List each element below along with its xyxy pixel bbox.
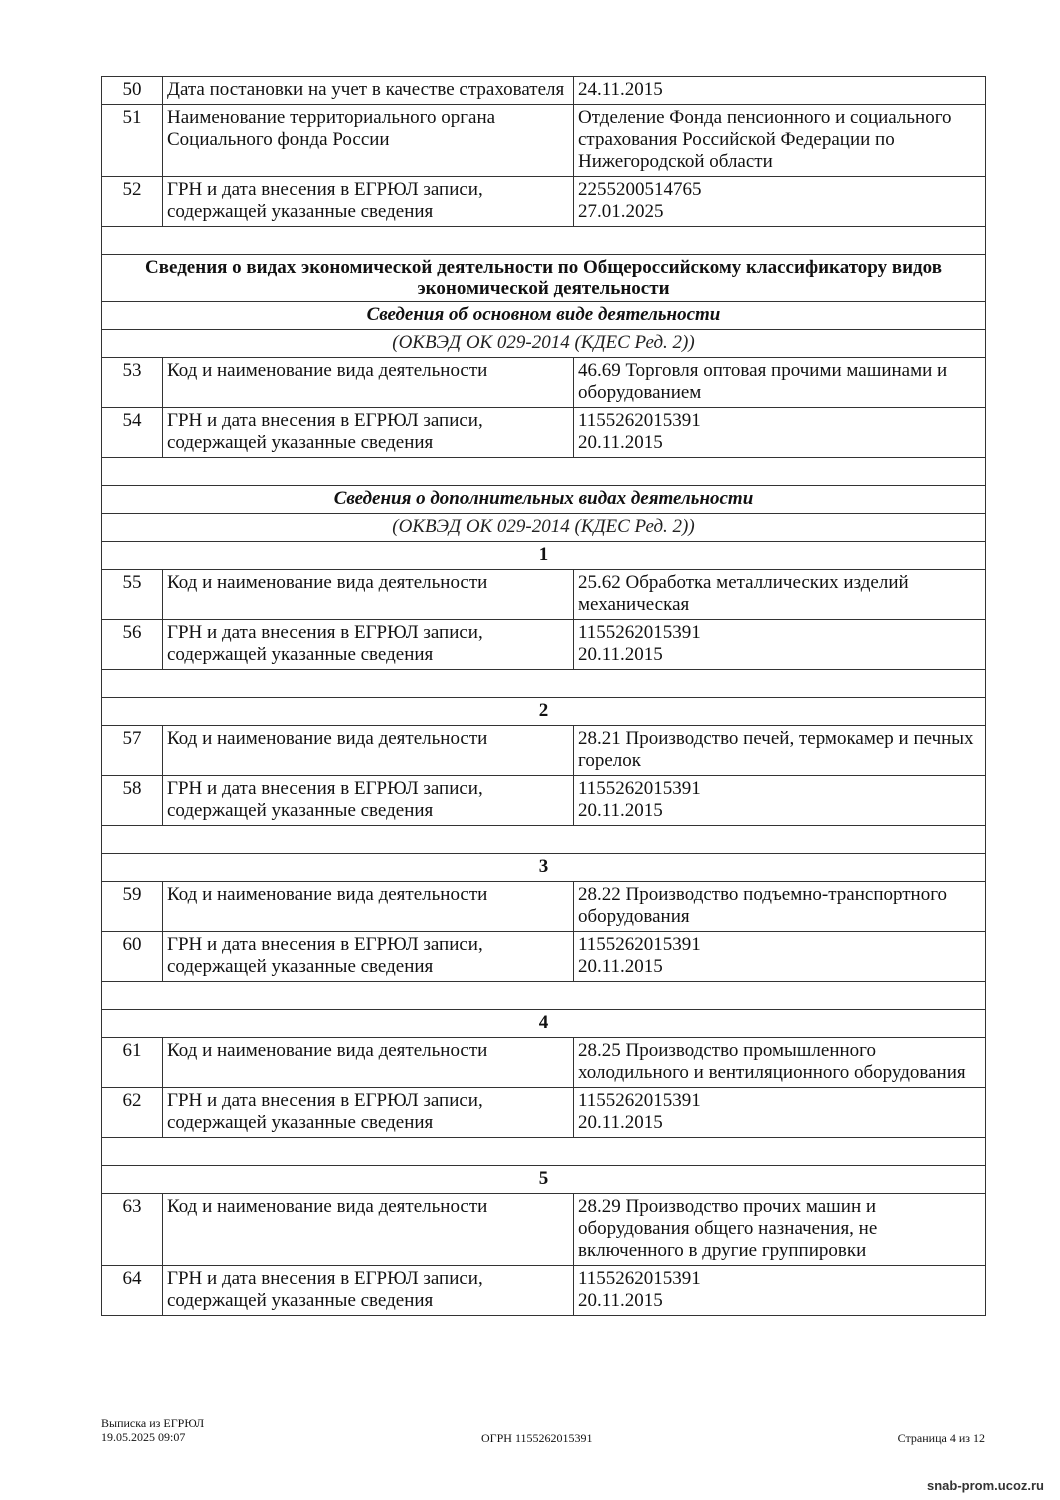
field-value: 2255200514765 27.01.2025 bbox=[574, 177, 986, 227]
table-row bbox=[102, 177, 986, 227]
subsection-row bbox=[102, 486, 986, 514]
field-name: Код и наименование вида деятельности bbox=[163, 358, 574, 408]
table-row bbox=[102, 726, 986, 776]
table-row bbox=[102, 408, 986, 458]
group-number: 4 bbox=[102, 1010, 986, 1038]
field-value: Отделение Фонда пенсионного и социального страхования Российской Федерации по Нижегородской области bbox=[574, 105, 986, 177]
row-number: 52 bbox=[102, 177, 163, 227]
egrul-table bbox=[101, 76, 986, 1316]
footer-doc-title: Выписка из ЕГРЮЛ bbox=[101, 1416, 205, 1430]
table-row bbox=[102, 776, 986, 826]
table-row bbox=[102, 1088, 986, 1138]
row-number: 54 bbox=[102, 408, 163, 458]
table-row bbox=[102, 77, 986, 105]
field-name: Дата постановки на учет в качестве страхователя bbox=[163, 77, 574, 105]
row-number: 50 bbox=[102, 77, 163, 105]
classifier-row bbox=[102, 330, 986, 358]
group-number-row bbox=[102, 1010, 986, 1038]
field-value: 24.11.2015 bbox=[574, 77, 986, 105]
row-number: 56 bbox=[102, 620, 163, 670]
field-value: 1155262015391 20.11.2015 bbox=[574, 408, 986, 458]
field-name: ГРН и дата внесения в ЕГРЮЛ записи, содержащей указанные сведения bbox=[163, 932, 574, 982]
row-number: 61 bbox=[102, 1038, 163, 1088]
row-number: 58 bbox=[102, 776, 163, 826]
table-row bbox=[102, 1266, 986, 1316]
empty-row bbox=[102, 458, 986, 486]
empty-row bbox=[102, 982, 986, 1010]
field-value: 1155262015391 20.11.2015 bbox=[574, 1088, 986, 1138]
row-number: 53 bbox=[102, 358, 163, 408]
field-name: Код и наименование вида деятельности bbox=[163, 726, 574, 776]
field-name: ГРН и дата внесения в ЕГРЮЛ записи, содержащей указанные сведения bbox=[163, 408, 574, 458]
group-number-row bbox=[102, 1166, 986, 1194]
field-name: ГРН и дата внесения в ЕГРЮЛ записи, содержащей указанные сведения bbox=[163, 776, 574, 826]
field-value: 1155262015391 20.11.2015 bbox=[574, 932, 986, 982]
field-name: Код и наименование вида деятельности bbox=[163, 570, 574, 620]
group-number: 2 bbox=[102, 698, 986, 726]
row-number: 55 bbox=[102, 570, 163, 620]
field-name: Код и наименование вида деятельности bbox=[163, 1038, 574, 1088]
field-name: ГРН и дата внесения в ЕГРЮЛ записи, содержащей указанные сведения bbox=[163, 620, 574, 670]
table-row bbox=[102, 882, 986, 932]
watermark: snab-prom.ucoz.ru bbox=[926, 1478, 1044, 1493]
field-name: Наименование территориального органа Социального фонда России bbox=[163, 105, 574, 177]
group-number: 1 bbox=[102, 542, 986, 570]
section-heading-row bbox=[102, 255, 986, 302]
field-value: 1155262015391 20.11.2015 bbox=[574, 1266, 986, 1316]
table-row bbox=[102, 358, 986, 408]
section-title: Сведения о видах экономической деятельности по Общероссийскому классификатору видов экономической деятельности bbox=[102, 255, 986, 302]
row-number: 63 bbox=[102, 1194, 163, 1266]
field-name: ГРН и дата внесения в ЕГРЮЛ записи, содержащей указанные сведения bbox=[163, 1266, 574, 1316]
table-row bbox=[102, 1038, 986, 1088]
field-value: 28.29 Производство прочих машин и оборудования общего назначения, не включенного в другие группировки bbox=[574, 1194, 986, 1266]
group-number-row bbox=[102, 542, 986, 570]
empty-row bbox=[102, 826, 986, 854]
group-number-row bbox=[102, 854, 986, 882]
row-number: 59 bbox=[102, 882, 163, 932]
classifier-row bbox=[102, 514, 986, 542]
field-value: 1155262015391 20.11.2015 bbox=[574, 620, 986, 670]
field-name: Код и наименование вида деятельности bbox=[163, 1194, 574, 1266]
footer-left bbox=[101, 1416, 204, 1444]
row-number: 64 bbox=[102, 1266, 163, 1316]
field-value: 1155262015391 20.11.2015 bbox=[574, 776, 986, 826]
table-row bbox=[102, 932, 986, 982]
table-row bbox=[102, 1194, 986, 1266]
group-number-row bbox=[102, 698, 986, 726]
subsection-row bbox=[102, 302, 986, 330]
row-number: 51 bbox=[102, 105, 163, 177]
additional-activities-subtitle: Сведения о дополнительных видах деятельности bbox=[102, 486, 986, 514]
additional-activities-classifier: (ОКВЭД ОК 029-2014 (КДЕС Ред. 2)) bbox=[102, 514, 986, 542]
empty-row bbox=[102, 670, 986, 698]
group-number: 5 bbox=[102, 1166, 986, 1194]
main-activity-classifier: (ОКВЭД ОК 029-2014 (КДЕС Ред. 2)) bbox=[102, 330, 986, 358]
empty-row bbox=[102, 227, 986, 255]
field-value: 46.69 Торговля оптовая прочими машинами и оборудованием bbox=[574, 358, 986, 408]
row-number: 57 bbox=[102, 726, 163, 776]
table-row bbox=[102, 620, 986, 670]
row-number: 62 bbox=[102, 1088, 163, 1138]
row-number: 60 bbox=[102, 932, 163, 982]
table-row bbox=[102, 570, 986, 620]
field-name: Код и наименование вида деятельности bbox=[163, 882, 574, 932]
footer-page-number: Страница 4 из 12 bbox=[897, 1431, 985, 1445]
field-value: 28.25 Производство промышленного холодильного и вентиляционного оборудования bbox=[574, 1038, 986, 1088]
field-value: 28.21 Производство печей, термокамер и печных горелок bbox=[574, 726, 986, 776]
main-activity-subtitle: Сведения об основном виде деятельности bbox=[102, 302, 986, 330]
footer-ogrn: ОГРН 1155262015391 bbox=[481, 1431, 593, 1445]
field-value: 25.62 Обработка металлических изделий механическая bbox=[574, 570, 986, 620]
field-name: ГРН и дата внесения в ЕГРЮЛ записи, содержащей указанные сведения bbox=[163, 177, 574, 227]
group-number: 3 bbox=[102, 854, 986, 882]
footer-datetime: 19.05.2025 09:07 bbox=[101, 1430, 186, 1444]
field-name: ГРН и дата внесения в ЕГРЮЛ записи, содержащей указанные сведения bbox=[163, 1088, 574, 1138]
empty-row bbox=[102, 1138, 986, 1166]
table-row bbox=[102, 105, 986, 177]
field-value: 28.22 Производство подъемно-транспортного оборудования bbox=[574, 882, 986, 932]
